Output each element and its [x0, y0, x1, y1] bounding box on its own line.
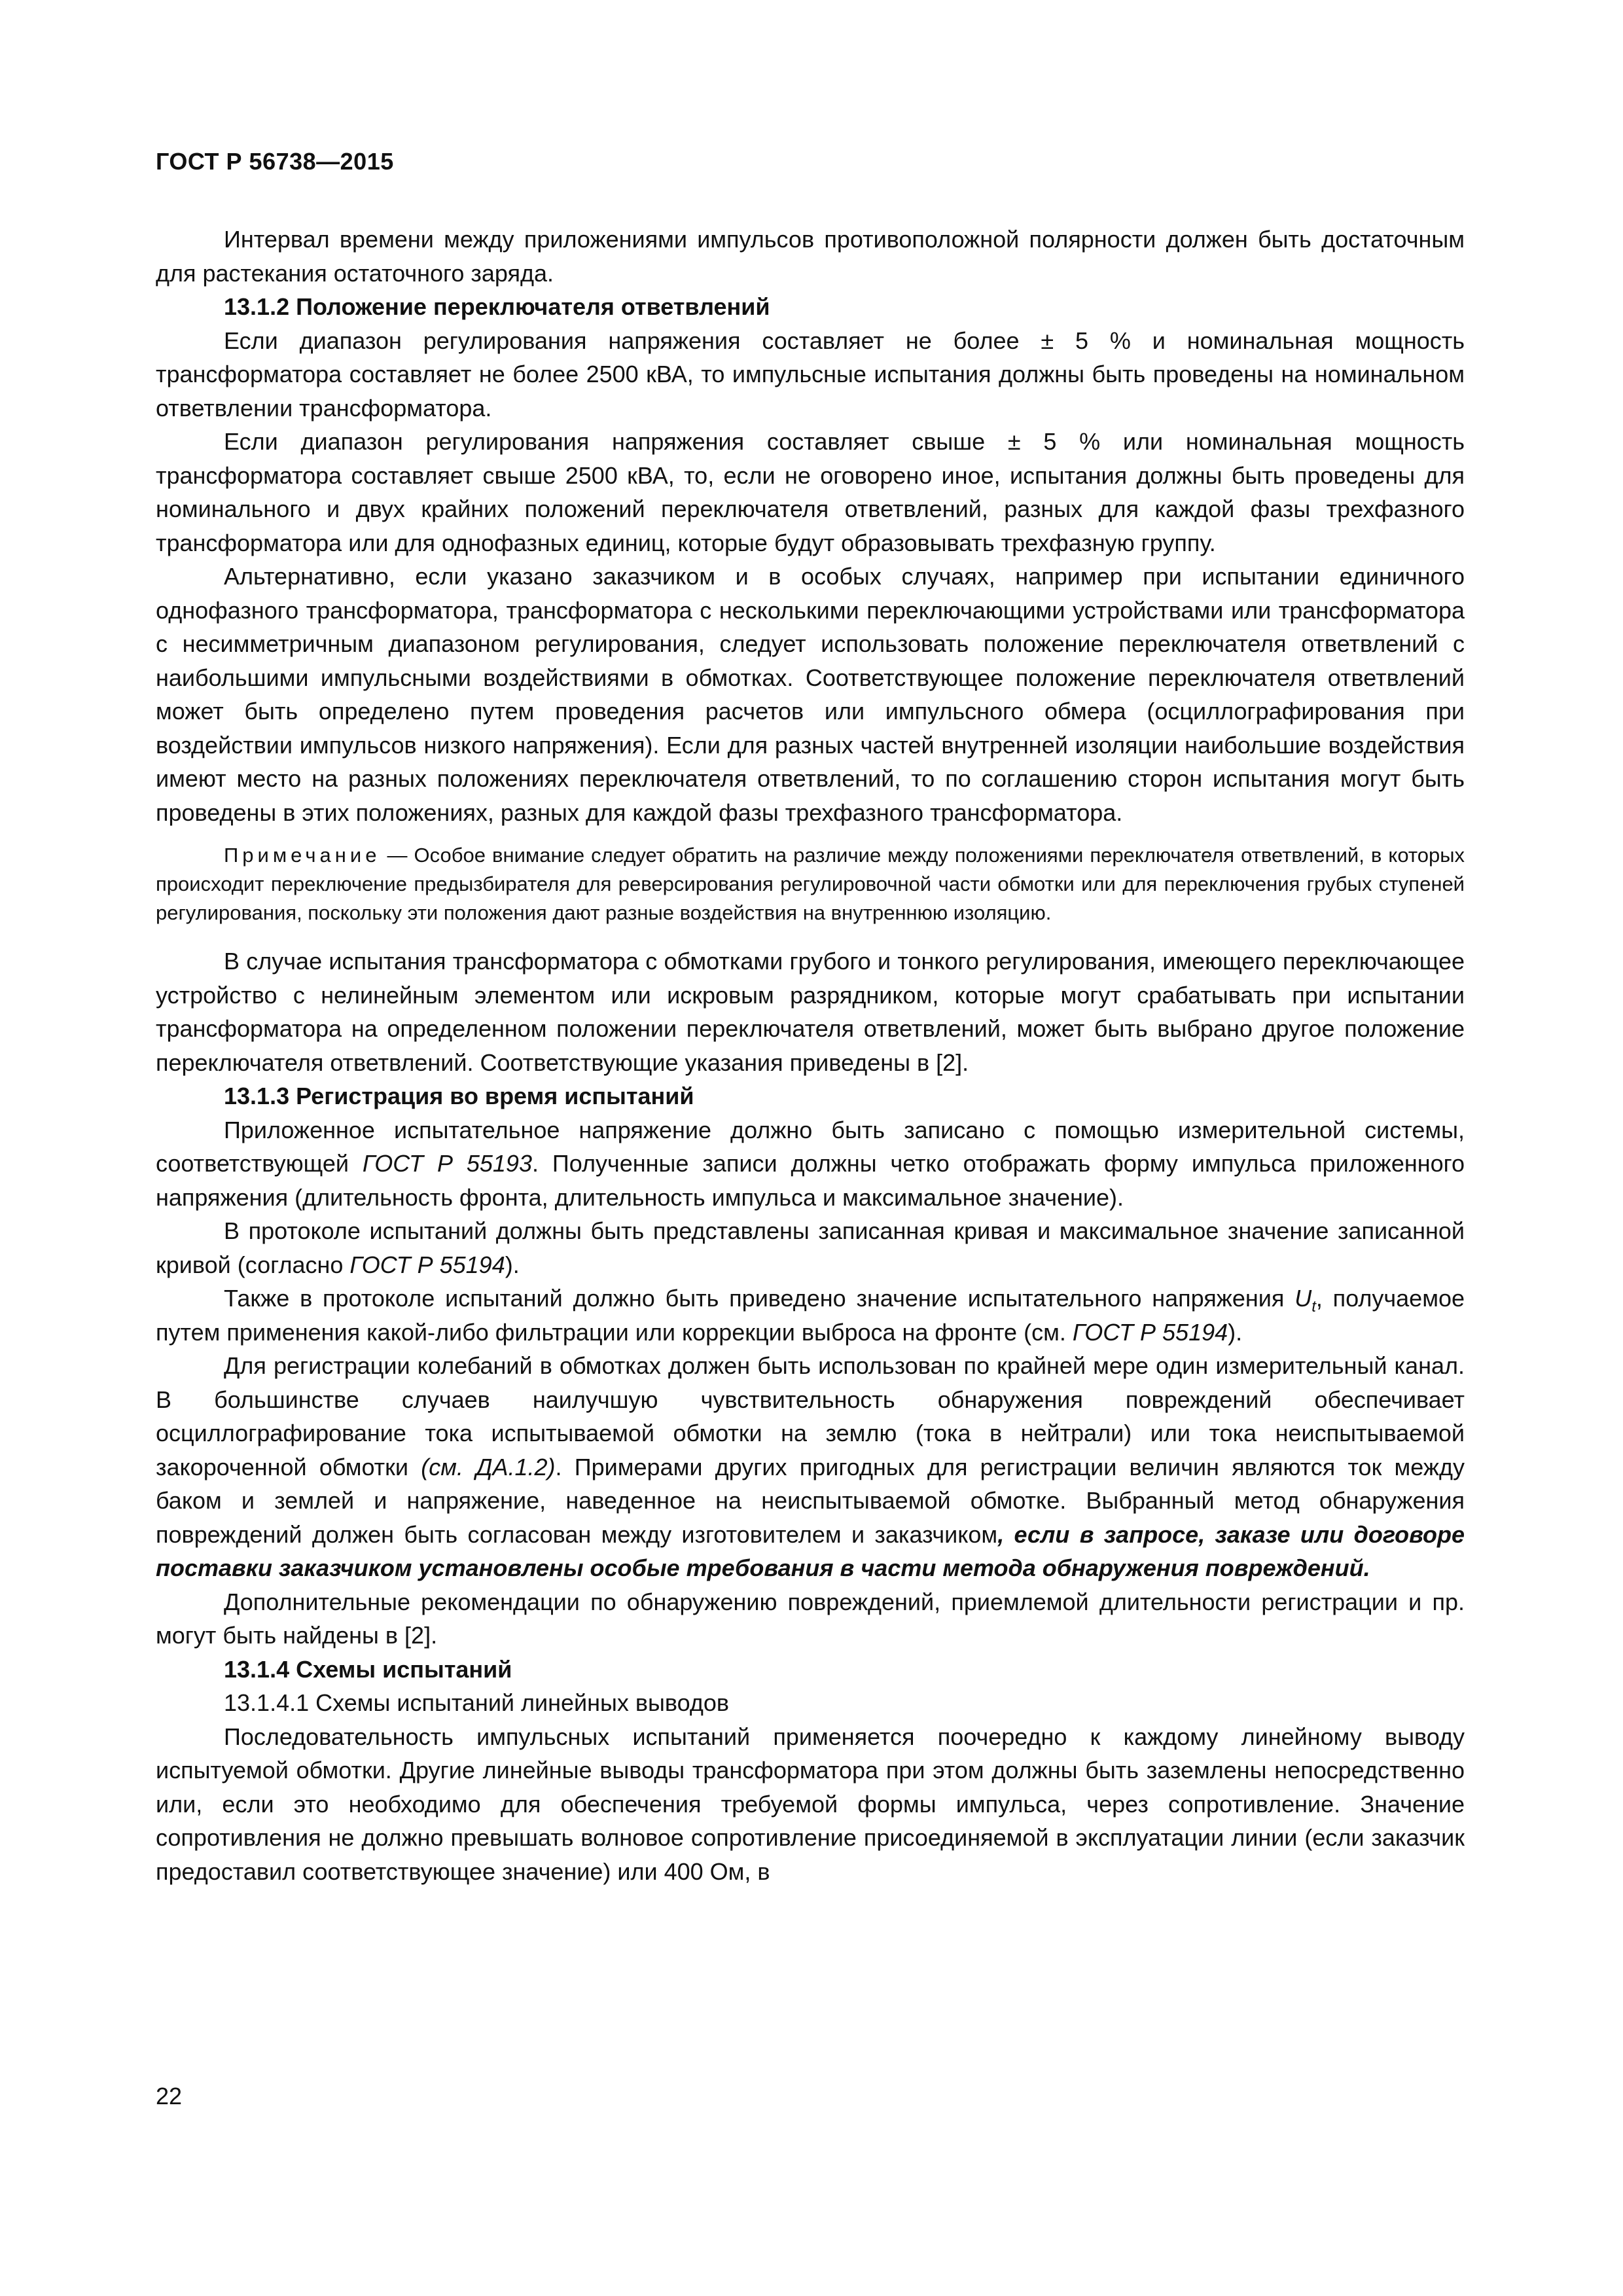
text-run: ). — [505, 1251, 520, 1278]
text-run: . Примерами других пригодных для регистрации величин являются ток между баком и землей и напряжение, наведенное на неиспытываемой обмотке. Выбранный метод обнаружения повреждений должен быть согласован между изготовителем и заказчиком — [156, 1453, 1465, 1548]
note — [156, 841, 1465, 927]
text-run: Для регистрации колебаний в обмотках должен быть использован по крайней мере один измерительный канал. В большинстве случаев наилучшую чувствительность обнаружения повреждений обеспечивает осциллографирование тока испытываемой обмотки на землю (тока в нейтрали) или тока неиспытываемой закороченной обмотки — [156, 1352, 1465, 1480]
text-run: В протоколе испытаний должны быть представлены записанная кривая и максимальное значение записанной кривой (согласно — [156, 1217, 1465, 1278]
paragraph: В случае испытания трансформатора с обмотками грубого и тонкого регулирования, имеющего переключающее устройство с нелинейным элементом или искровым разрядником, которые могут срабатывать при испытании трансформатора на определенном положении переключателя ответвлений, может быть выбрано другое положение переключателя ответвлений. Соответствующие указания приведены в [2]. — [156, 948, 1465, 1076]
paragraph — [156, 1282, 1465, 1349]
text-run: Приложенное испытательное напряжение должно быть записано с помощью измерительной системы, соответствующей — [156, 1116, 1465, 1177]
text-run: , получаемое путем применения какой-либо фильтрации или коррекции выброса на фронте (см. — [156, 1285, 1465, 1346]
bold-italic-clause: , если в запросе, заказе или договоре поставки заказчиком установлены особые требования в части метода обнаружения повреждений. — [156, 1520, 1465, 1581]
standard-reference: ГОСТ Р 55194 — [1072, 1318, 1228, 1346]
voltage-symbol: U — [1294, 1285, 1312, 1312]
paragraph: Если диапазон регулирования напряжения составляет свыше ± 5 % или номинальная мощность трансформатора составляет свыше 2500 кВА, то, если не оговорено иное, испытания должны быть проведены для номинального и двух крайних положений переключателя ответвлений, разных для каждой фазы трехфазного трансформатора или для однофазных единиц, которые будут образовывать трехфазную группу. — [156, 428, 1465, 556]
standard-reference: ГОСТ Р 55193 — [362, 1150, 532, 1177]
text-run: ). — [1228, 1318, 1243, 1346]
paragraph — [156, 1214, 1465, 1282]
text-run: . Полученные записи должны четко отображать форму импульса приложенного напряжения (длительность фронта, длительность импульса и максимальное значение). — [156, 1150, 1465, 1211]
standard-reference: ГОСТ Р 55194 — [349, 1251, 505, 1278]
section-heading-13-1-4: 13.1.4 Схемы испытаний — [224, 1655, 512, 1683]
subsection-heading-13-1-4-1: 13.1.4.1 Схемы испытаний линейных выводов — [224, 1689, 730, 1716]
document-body — [156, 223, 1465, 1888]
paragraph: Альтернативно, если указано заказчиком и в особых случаях, например при испытании единичного однофазного трансформатора, трансформатора с несколькими переключающими устройствами или трансформатора с несимметричным диапазоном регулирования, следует использовать положение переключателя ответвлений с наибольшими импульсными воздействиями в обмотках. Соответствующее положение переключателя ответвлений может быть определено путем проведения расчетов или импульсного обмера (осциллографирования при воздействии импульсов низкого напряжения). Если для разных частей внутренней изоляции наибольшие воздействия имеют место на разных положениях переключателя ответвлений, то по соглашению сторон испытания могут быть проведены в этих положениях, разных для каждой фазы трехфазного трансформатора. — [156, 563, 1465, 826]
paragraph: Последовательность импульсных испытаний применяется поочередно к каждому линейному выводу испытуемой обмотки. Другие линейные выводы трансформатора при этом должны быть заземлены непосредственно или, если это необходимо для обеспечения требуемой формы импульса, через сопротивление. Значение сопротивления не должно превышать волновое сопротивление присоединяемой в эксплуатации линии (если заказчик предоставил соответствующее значение) или 400 Ом, в — [156, 1723, 1465, 1885]
note-text: — Особое внимание следует обратить на различие между положениями переключателя ответвлений, в которых происходит переключение предызбирателя для реверсирования регулировочной части обмотки или для переключения грубых ступеней регулирования, поскольку эти положения дают разные воздействия на внутреннюю изоляцию. — [156, 844, 1465, 924]
section-heading-13-1-3: 13.1.3 Регистрация во время испытаний — [224, 1083, 694, 1109]
section-heading-13-1-2: 13.1.2 Положение переключателя ответвлений — [224, 293, 770, 320]
paragraph: Интервал времени между приложениями импульсов противоположной полярности должен быть достаточным для растекания остаточного заряда. — [156, 226, 1465, 287]
paragraph — [156, 1113, 1465, 1215]
note-label: Примечание — [224, 844, 381, 867]
page-number: 22 — [156, 2083, 183, 2109]
document-header: ГОСТ Р 56738—2015 — [156, 148, 394, 175]
paragraph — [156, 1349, 1465, 1585]
annex-reference: (см. ДА.1.2) — [421, 1453, 556, 1480]
text-run: Также в протоколе испытаний должно быть приведено значение испытательного напряжения — [224, 1285, 1295, 1312]
paragraph: Если диапазон регулирования напряжения составляет не более ± 5 % и номинальная мощность трансформатора составляет не более 2500 кВА, то импульсные испытания должны быть проведены на номинальном ответвлении трансформатора. — [156, 327, 1465, 422]
paragraph: Дополнительные рекомендации по обнаружению повреждений, приемлемой длительности регистрации и пр. могут быть найдены в [2]. — [156, 1588, 1465, 1649]
voltage-subscript: t — [1311, 1298, 1316, 1316]
